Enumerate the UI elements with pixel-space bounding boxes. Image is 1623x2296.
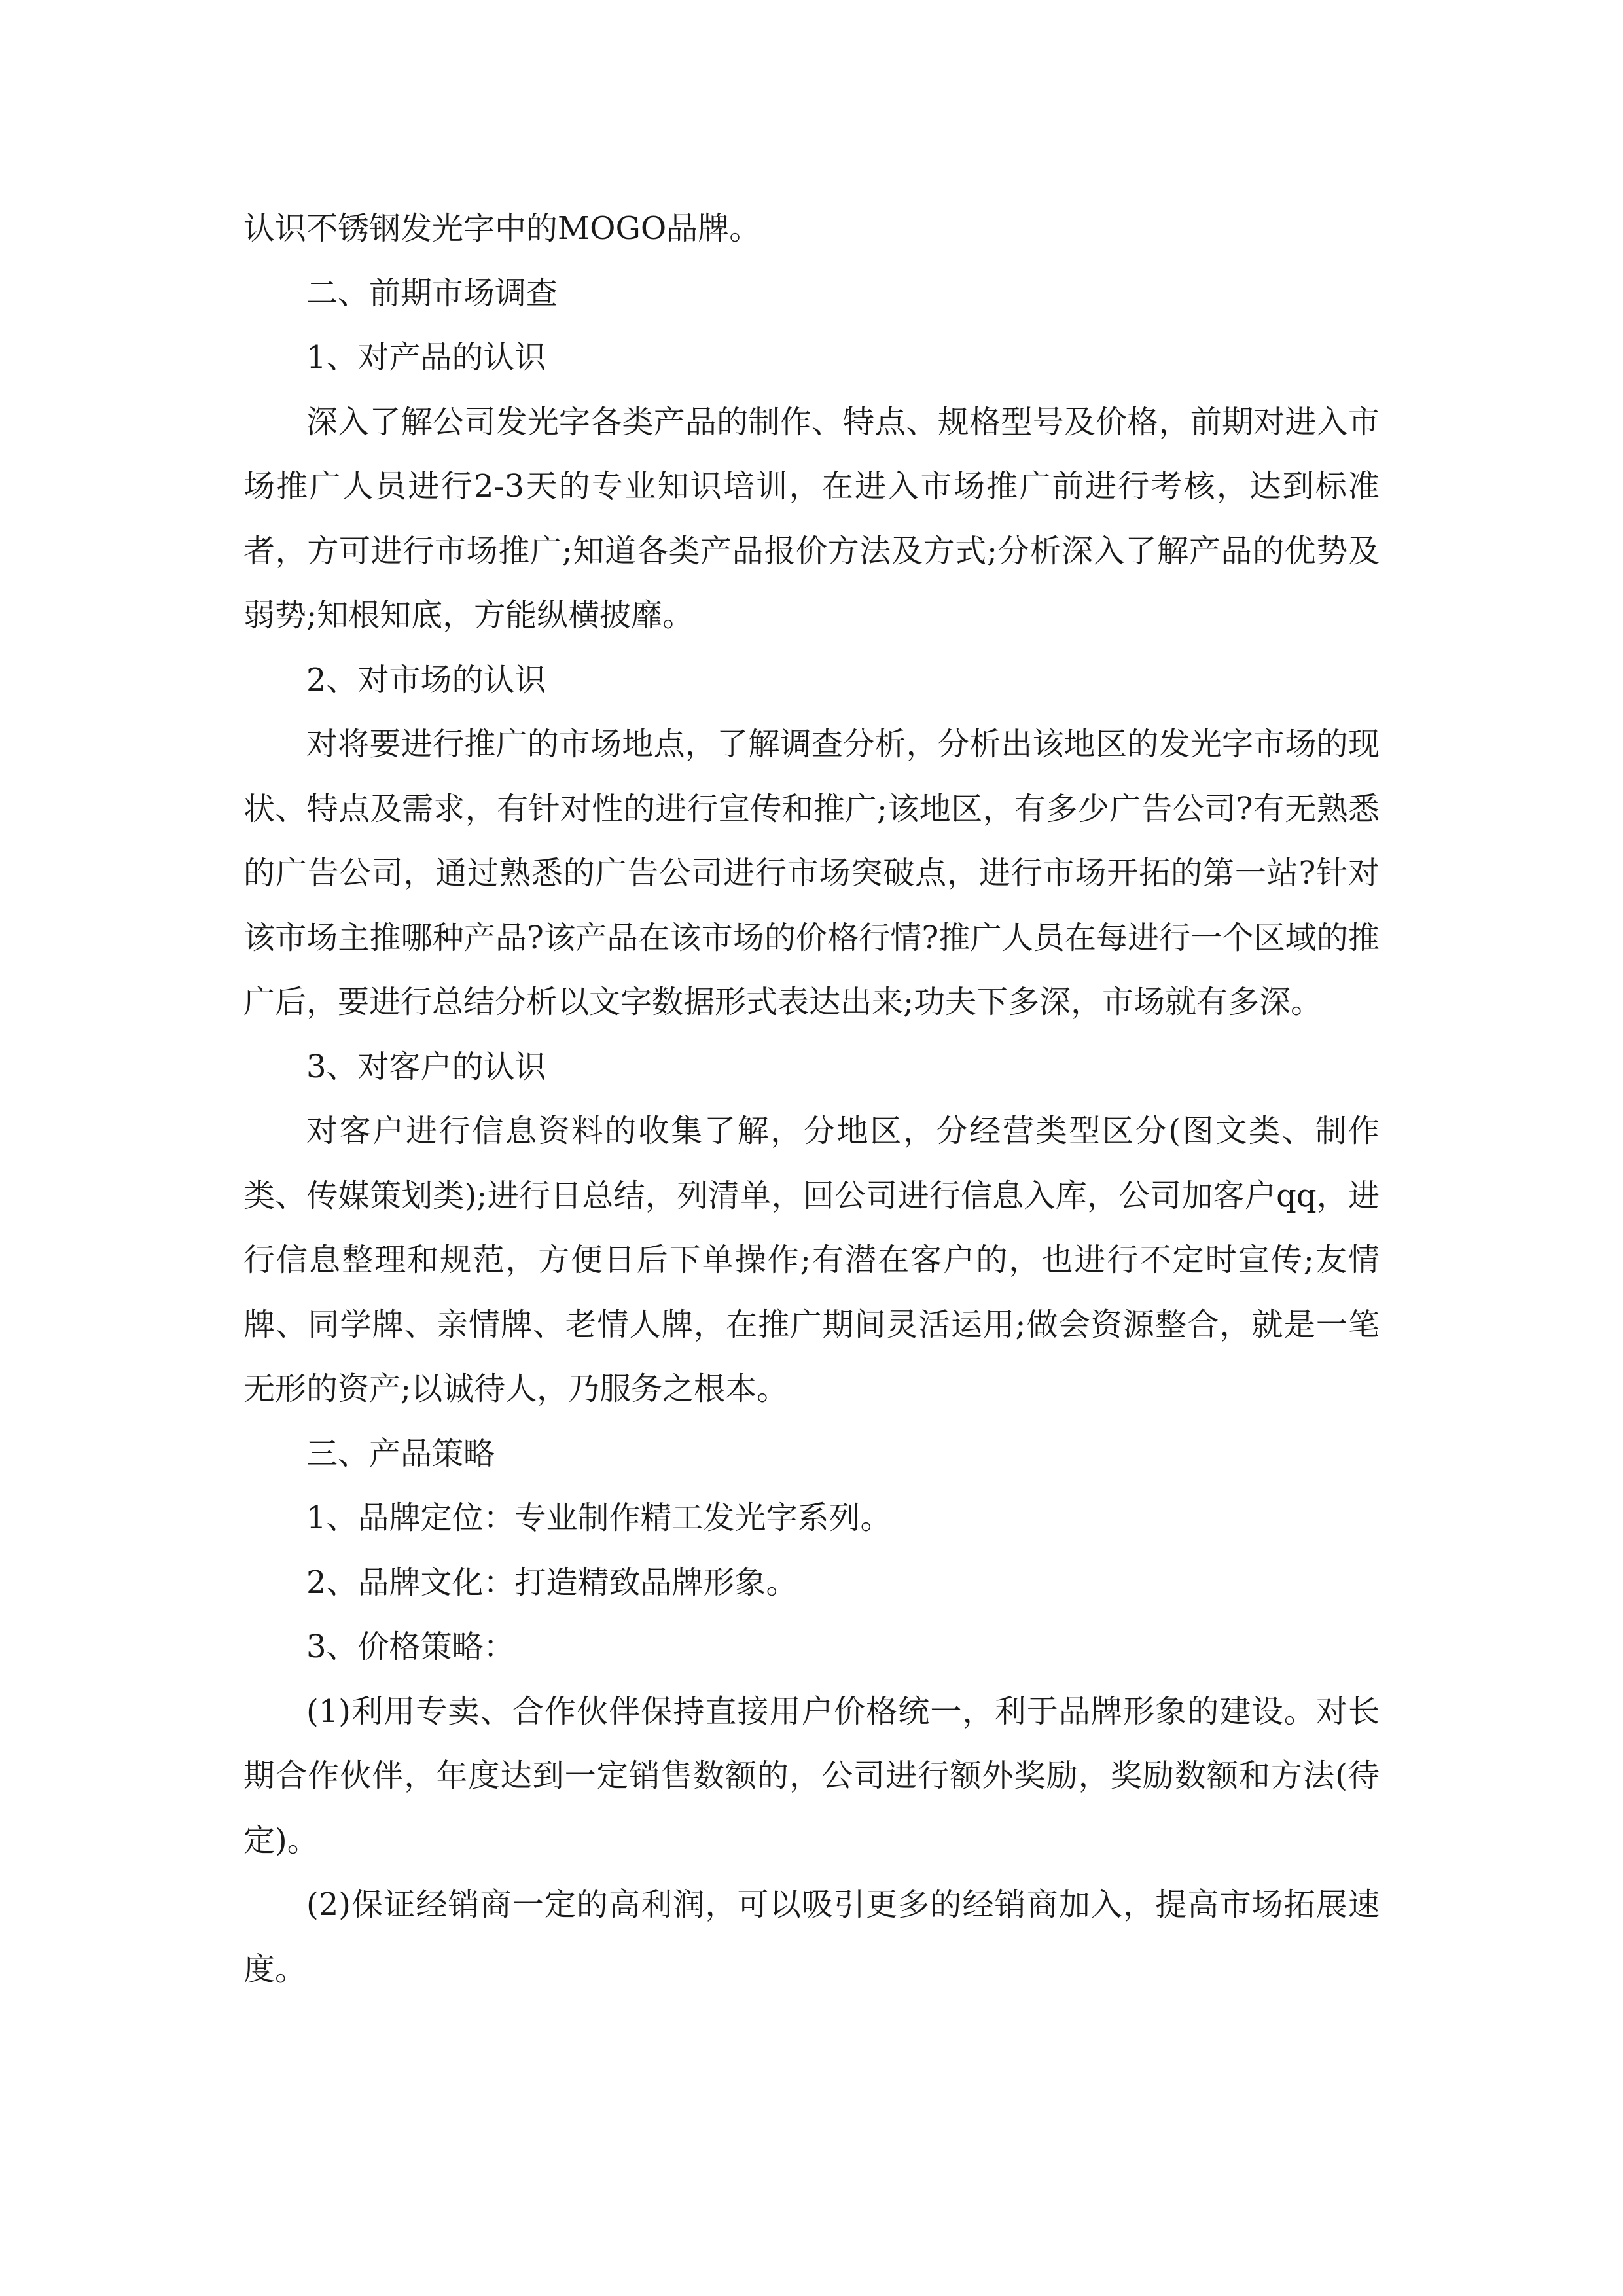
- paragraph-customer-knowledge: 对客户进行信息资料的收集了解，分地区，分经营类型区分(图文类、制作类、传媒策划类);进行日总结，列清单，回公司进行信息入库，公司加客户qq，进行信息整理和规范，方便日后下单操作;有潜在客户的，也进行不定时宣传;友情牌、同学牌、亲情牌、老情人牌，在推广期间灵活运用;做会资源整合，就是一笔无形的资产;以诚待人，乃服务之根本。: [243, 1113, 1380, 1407]
- paragraph-price-strategy-2: (2)保证经销商一定的高利润，可以吸引更多的经销商加入，提高市场拓展速度。: [243, 1886, 1380, 1988]
- paragraph-market-knowledge: 对将要进行推广的市场地点，了解调查分析，分析出该地区的发光字市场的现状、特点及需求，有针对性的进行宣传和推广;该地区，有多少广告公司?有无熟悉的广告公司，通过熟悉的广告公司进行市场突破点，进行市场开拓的第一站?针对该市场主推哪种产品?该产品在该市场的价格行情?推广人员在每进行一个区域的推广后，要进行总结分析以文字数据形式表达出来;功夫下多深，市场就有多深。: [243, 726, 1380, 1020]
- subheading-product-knowledge: 1、对产品的认识: [306, 339, 546, 376]
- list-item-brand-culture: 2、品牌文化：打造精致品牌形象。: [306, 1564, 798, 1601]
- subheading-customer-knowledge: 3、对客户的认识: [306, 1048, 546, 1085]
- section-heading-product-strategy: 三、产品策略: [306, 1435, 495, 1472]
- paragraph-brand-intro: 认识不锈钢发光字中的MOGO品牌。: [243, 210, 761, 247]
- subheading-market-knowledge: 2、对市场的认识: [306, 661, 546, 698]
- paragraph-product-knowledge: 深入了解公司发光字各类产品的制作、特点、规格型号及价格，前期对进入市场推广人员进行2-3天的专业知识培训，在进入市场推广前进行考核，达到标准者，方可进行市场推广;知道各类产品报价方法及方式;分析深入了解产品的优势及弱势;知根知底，方能纵横披靡。: [243, 403, 1380, 634]
- paragraph-price-strategy-1: (1)利用专卖、合作伙伴保持直接用户价格统一，利于品牌形象的建设。对长期合作伙伴，年度达到一定销售数额的，公司进行额外奖励，奖励数额和方法(待定)。: [243, 1693, 1380, 1859]
- list-item-brand-positioning: 1、品牌定位：专业制作精工发光字系列。: [306, 1499, 892, 1536]
- section-heading-market-research: 二、前期市场调查: [306, 274, 558, 312]
- document-body: [243, 196, 1380, 2001]
- subheading-price-strategy: 3、价格策略：: [306, 1628, 515, 1665]
